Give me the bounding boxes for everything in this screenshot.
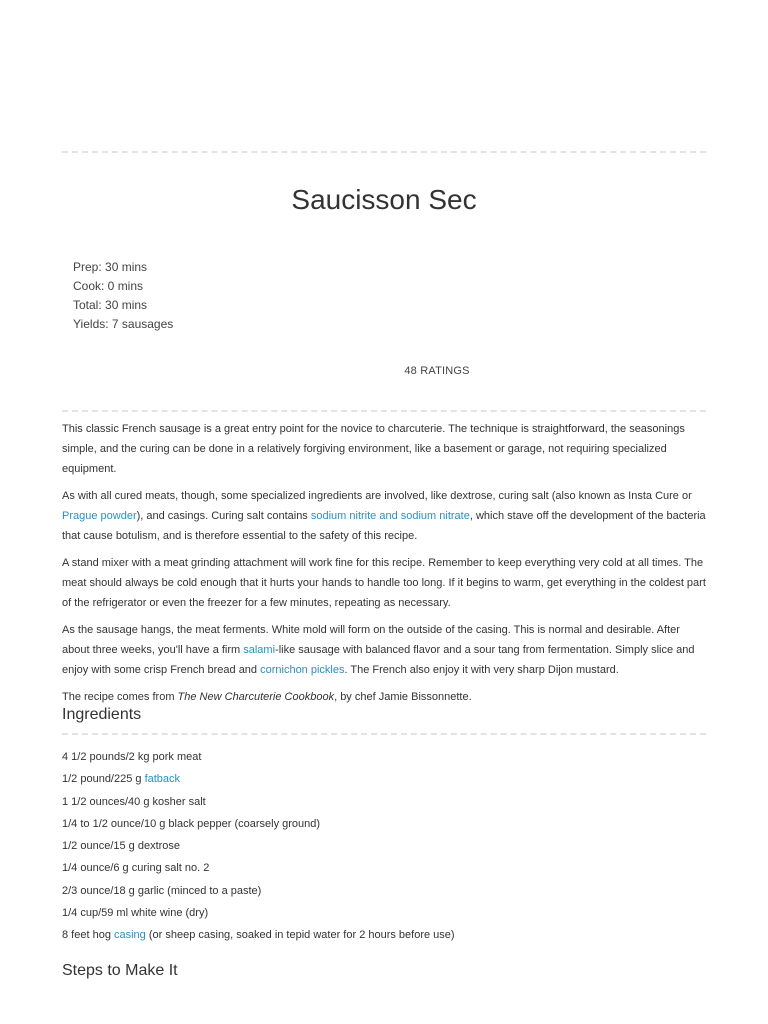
intro-paragraph bbox=[62, 486, 706, 546]
top-divider bbox=[62, 151, 706, 153]
ingredient-item bbox=[62, 881, 455, 903]
intro-text: ), and casings. Curing salt contains bbox=[136, 510, 311, 522]
ingredient-item bbox=[62, 903, 455, 925]
recipe-meta bbox=[73, 258, 173, 334]
intro-text: As the sausage hangs, the meat ferments. White mold will form on the outside of the casing. This is normal and desirable. After about three weeks, you'll have a firm bbox=[62, 624, 680, 656]
recipe-intro bbox=[62, 419, 706, 714]
ingredient-item bbox=[62, 858, 455, 880]
ingredient-text: 1/4 ounce/6 g curing salt no. 2 bbox=[62, 862, 210, 875]
ingredient-text: 1/4 to 1/2 ounce/10 g black pepper (coarsely ground) bbox=[62, 817, 321, 830]
ingredient-text: 1/4 cup/59 ml white wine (dry) bbox=[62, 907, 209, 920]
ingredient-text: 8 feet hog bbox=[62, 929, 114, 942]
yields: Yields: 7 sausages bbox=[73, 317, 174, 331]
ingredient-item bbox=[62, 747, 455, 769]
recipe-title: Saucisson Sec bbox=[291, 184, 477, 215]
ingredients-list bbox=[62, 747, 455, 948]
prague-powder-link[interactable]: Prague powder bbox=[62, 510, 137, 522]
intro-paragraph bbox=[62, 687, 706, 707]
ingredient-item bbox=[62, 792, 455, 814]
intro-text: As with all cured meats, though, some specialized ingredients are involved, like dextrose, curing salt (also known as Insta Cure or bbox=[62, 490, 692, 502]
intro-text: The recipe comes from bbox=[62, 691, 178, 703]
ingredient-item bbox=[62, 836, 455, 858]
intro-text: , by chef Jamie Bissonnette. bbox=[334, 691, 472, 703]
total-time: Total: 30 mins bbox=[73, 298, 148, 312]
intro-text: -like sausage with balanced flavor and a sour tang from fermentation. Simply slice and enjoy with some crisp French bread and bbox=[62, 644, 695, 676]
intro-paragraph bbox=[62, 553, 706, 613]
casing-link[interactable]: casing bbox=[114, 929, 146, 942]
ingredient-item bbox=[62, 769, 455, 791]
ingredients-heading: Ingredients bbox=[62, 706, 142, 723]
book-title: The New Charcuterie Cookbook bbox=[177, 691, 335, 703]
steps-heading: Steps to Make It bbox=[62, 962, 178, 979]
ingredient-text: (or sheep casing, soaked in tepid water for 2 hours before use) bbox=[145, 929, 455, 942]
intro-paragraph bbox=[62, 620, 706, 680]
ingredients-divider bbox=[62, 733, 706, 735]
ingredient-text: 4 1/2 pounds/2 kg pork meat bbox=[62, 751, 202, 763]
salami-link[interactable]: salami bbox=[243, 644, 276, 656]
prep-time: Prep: 30 mins bbox=[73, 260, 148, 274]
intro-text: . The French also enjoy it with very sharp Dijon mustard. bbox=[344, 664, 619, 676]
ingredient-text: 1/2 pound/225 g bbox=[62, 773, 145, 786]
intro-paragraph bbox=[62, 419, 706, 479]
intro-text: This classic French sausage is a great entry point for the novice to charcuterie. The technique is straightforward, the seasonings simple, and the curing can be done in a relatively forgiving environment, like a basement or garage, not requiring specialized equipment. bbox=[62, 423, 685, 475]
ingredient-text: 2/3 ounce/18 g garlic (minced to a paste) bbox=[62, 884, 262, 897]
cook-time: Cook: 0 mins bbox=[73, 279, 144, 293]
intro-text: A stand mixer with a meat grinding attachment will work fine for this recipe. Remember to keep everything very cold at all times. The meat should always be cold enough that it hurts your hands to handle too long. If it begins to warm, get everything in the coldest part of the refrigerator or even the freezer for a few minutes, repeating as necessary. bbox=[62, 557, 706, 609]
ingredient-item bbox=[62, 814, 455, 836]
ratings-count[interactable]: 48 RATINGS bbox=[404, 365, 470, 377]
intro-text: , which stave off the development of the bacteria that cause botulism, and is therefore essential to the safety of this recipe. bbox=[62, 510, 706, 542]
fatback-link[interactable]: fatback bbox=[144, 773, 181, 786]
cornichon-pickles-link[interactable]: cornichon pickles bbox=[260, 664, 345, 676]
ingredient-item bbox=[62, 925, 455, 947]
ingredient-text: 1 1/2 ounces/40 g kosher salt bbox=[62, 795, 206, 808]
intro-divider bbox=[62, 410, 706, 412]
sodium-nitrite-link[interactable]: sodium nitrite and sodium nitrate bbox=[310, 510, 470, 522]
ingredient-text: 1/2 ounce/15 g dextrose bbox=[62, 840, 181, 853]
